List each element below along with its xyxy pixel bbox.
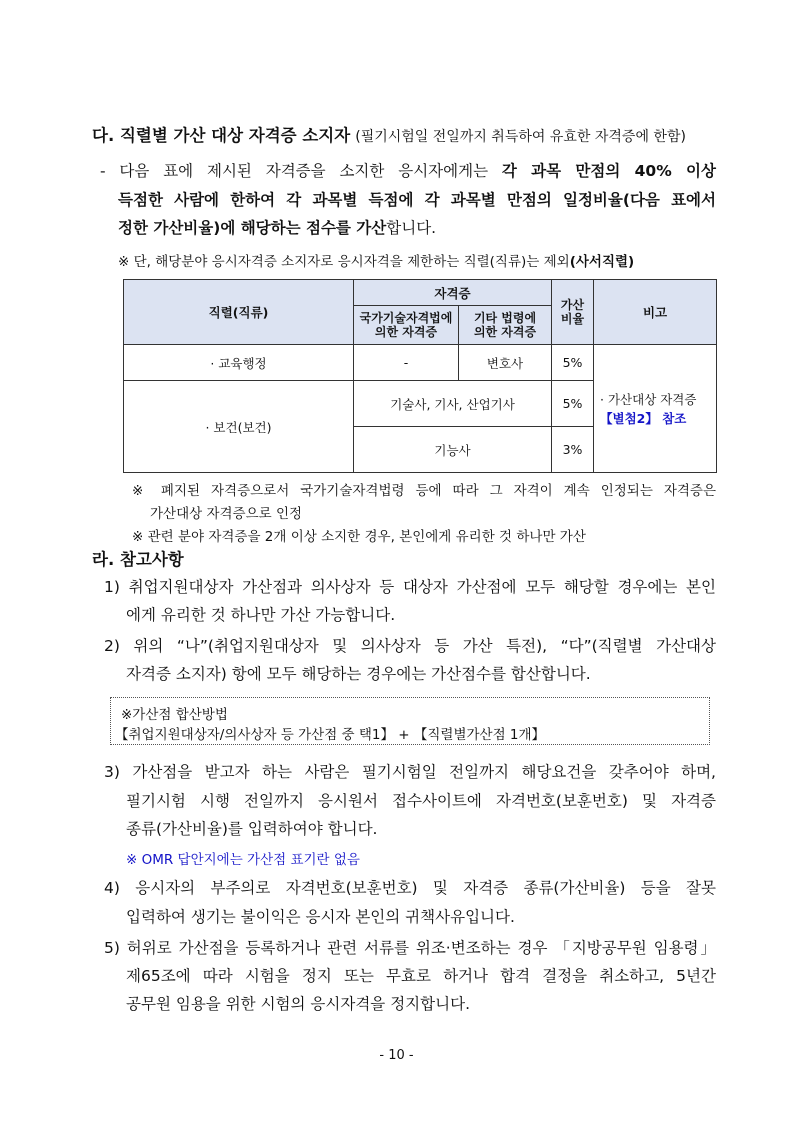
section-da-heading-note: (필기시험일 전일까지 취득하여 유효한 자격증에 한함) (355, 129, 686, 145)
item2-line1: 2) 위의 “나”(취업지원대상자 및 의사상자 등 가산 특전), “다”(직렬별 가산대상 (104, 637, 716, 655)
table-note1-line1: ※ 폐지된 자격증으로서 국가기술자격법령 등에 따라 그 자격이 계속 인정되는 자격증은 (132, 483, 716, 499)
table-note2: ※ 관련 분야 자격증을 2개 이상 소지한 경우, 본인에게 유리한 것 하나만 가산 (132, 529, 586, 545)
item4-line1: 4) 응시자의 부주의로 자격번호(보훈번호) 및 자격증 종류(가산비율) 등을 잘못 (104, 879, 716, 897)
row2a-cert: 기술사, 기사, 산업기사 (354, 381, 552, 427)
section-da-para-line1 (100, 159, 716, 181)
exception-note-plain: ※ 단, 해당분야 응시자격증 소지자로 응시자격을 제한하는 직렬(직류)는 제외 (118, 254, 570, 270)
para-line3-plain: 합니다. (386, 219, 437, 237)
note-cell-line1: · 가산대상 자격증 (600, 391, 697, 407)
col-header-national-cert: 국가기술자격법에 의한 자격증 (354, 306, 459, 345)
col-header-note: 비고 (594, 280, 717, 345)
item1-line1: 1) 취업지원대상자 가산점과 의사상자 등 대상자 가산점에 모두 해당할 경우에는 본인 (104, 578, 716, 596)
row1-national-cert: - (354, 345, 459, 381)
section-da-heading: 다. 직렬별 가산 대상 자격증 소지자 (92, 126, 351, 145)
sum-method-title: ※가산점 합산방법 (121, 707, 228, 723)
note-cell-line2: 【별첨2】 참조 (600, 410, 687, 426)
row2a-rate: 5% (552, 381, 594, 427)
row2-series: · 보건(보건) (124, 381, 354, 473)
item2-line2: 자격증 소지자) 항에 모두 해당하는 경우에는 가산점수를 합산합니다. (126, 665, 591, 683)
para-line1-plain: - 다음 표에 제시된 자격증을 소지한 응시자에게는 (100, 162, 502, 180)
item1-line2: 에게 유리한 것 하나만 가산 가능합니다. (126, 606, 396, 624)
section-da-para-line3 (118, 216, 436, 238)
col-header-series: 직렬(직류) (124, 280, 354, 345)
section-da-heading-line (92, 122, 686, 146)
item3-line1: 3) 가산점을 받고자 하는 사람은 필기시험일 전일까지 해당요건을 갖추어야 하며, (104, 763, 716, 781)
item5-line1: 5) 허위로 가산점을 등록하거나 관련 서류를 위조·변조하는 경우 「지방공무원 임용령」 (104, 939, 716, 957)
para-line1-bold: 각 과목 만점의 40% 이상 (501, 162, 716, 180)
row1-other-cert: 변호사 (459, 345, 552, 381)
section-da-exception-note (118, 250, 634, 270)
col-header-rate: 가산 비율 (552, 280, 594, 345)
item4-line2: 입력하여 생기는 불이익은 응시자 본인의 귀책사유입니다. (126, 908, 515, 926)
bonus-cert-table (123, 279, 717, 473)
col-header-cert: 자격증 (354, 280, 552, 306)
row1-rate: 5% (552, 345, 594, 381)
row1-series: · 교육행정 (124, 345, 354, 381)
section-da-para-line2: 득점한 사람에 한하여 각 과목별 득점에 각 과목별 만점의 일정비율(다음 표에서 (118, 191, 716, 209)
item5-line2: 제65조에 따라 시험을 정지 또는 무효로 하거나 합격 결정을 취소하고, 5년간 (126, 967, 716, 985)
sum-method-formula: 【취업지원대상자/의사상자 등 가산점 중 택1】 + 【직렬별가산점 1개】 (115, 727, 546, 743)
row2b-cert: 기능사 (354, 427, 552, 473)
exception-note-bold: (사서직렬) (569, 254, 635, 270)
item3-line3: 종류(가산비율)를 입력하여야 합니다. (126, 820, 378, 838)
col-header-other-cert: 기타 법령에 의한 자격증 (459, 306, 552, 345)
item3-line2: 필기시험 시행 전일까지 응시원서 접수사이트에 자격번호(보훈번호) 및 자격증 (126, 792, 716, 810)
note-cell (594, 345, 717, 473)
sum-method-box (110, 697, 710, 745)
item3-omr-note: ※ OMR 답안지에는 가산점 표기란 없음 (126, 852, 360, 868)
page-number: - 10 - (379, 1048, 414, 1063)
item5-line3: 공무원 임용을 위한 시험의 응시자격을 정지합니다. (126, 995, 470, 1013)
section-ra-heading: 라. 참고사항 (92, 550, 184, 569)
row2b-rate: 3% (552, 427, 594, 473)
table-row (124, 345, 717, 381)
table-note1-line2: 가산대상 자격증으로 인정 (150, 506, 303, 522)
para-line3-bold: 정한 가산비율)에 해당하는 점수를 가산 (118, 219, 387, 237)
